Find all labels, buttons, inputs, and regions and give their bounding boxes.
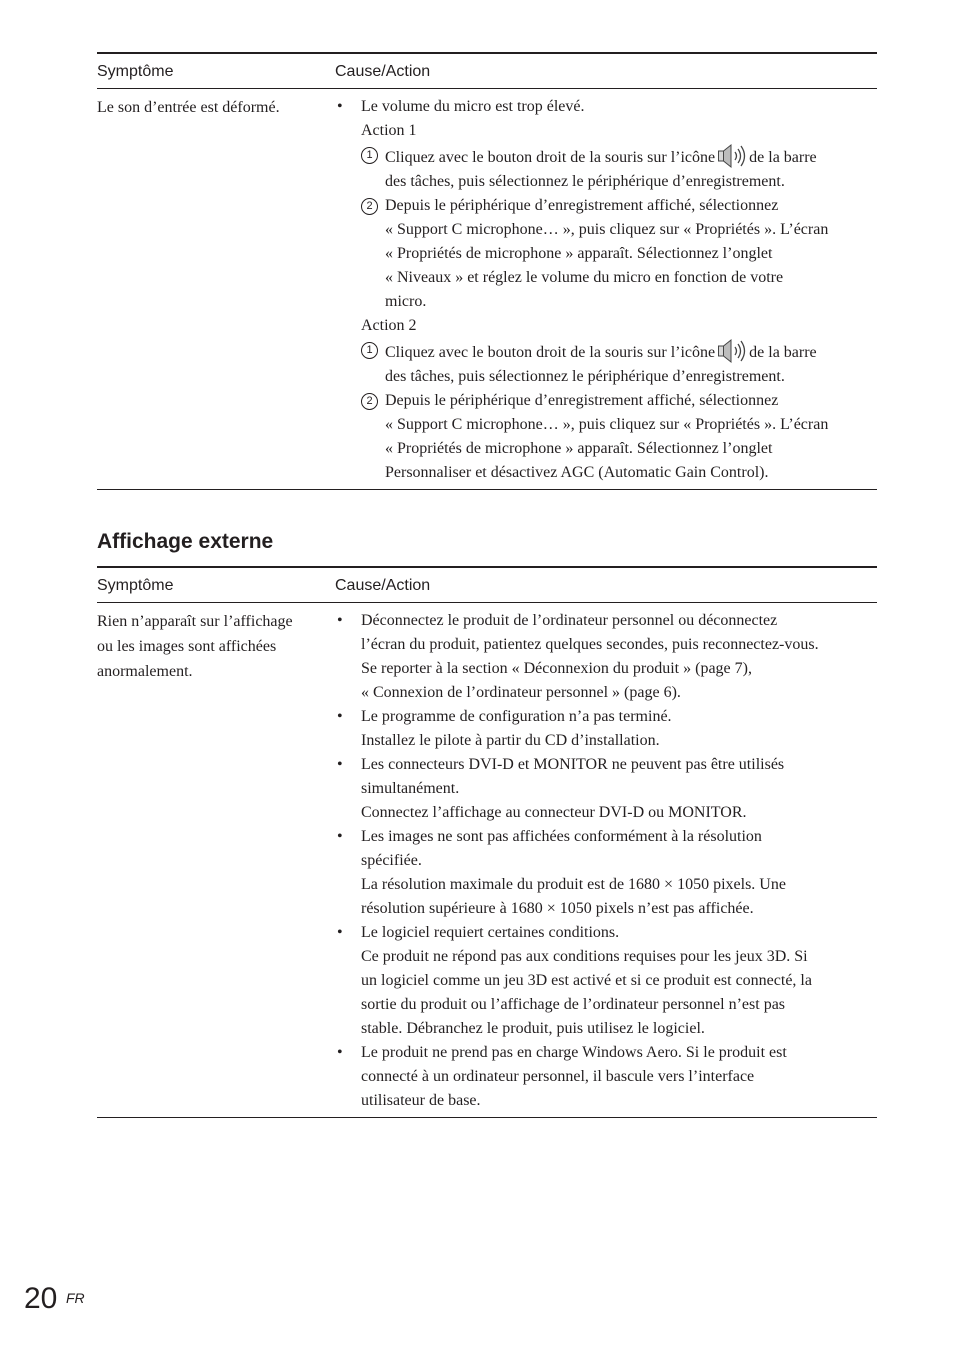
step-line: micro.: [385, 293, 427, 310]
bullet-line: Ce produit ne répond pas aux conditions requises pour les jeux 3D. Si: [361, 948, 808, 965]
symptom-line: Rien n’apparaît sur l’affichage: [97, 613, 293, 630]
step-text: des tâches, puis sélectionnez le périphérique d’enregistrement.: [385, 173, 785, 190]
cause-action: [335, 603, 877, 1117]
troubleshooting-table-display: [97, 566, 877, 1118]
troubleshooting-table-audio: [97, 52, 877, 490]
step-line: « Propriétés de microphone » apparaît. Sélectionnez l’onglet: [385, 440, 773, 457]
step-line: « Niveaux » et réglez le volume du micro en fonction de votre: [385, 269, 784, 286]
step-text: Cliquez avec le bouton droit de la souris sur l’icône: [385, 149, 716, 166]
bullet-line: • Le logiciel requiert certaines conditions.: [361, 924, 620, 941]
step-number: 1: [361, 342, 378, 359]
bullet-line: Installez le pilote à partir du CD d’installation.: [361, 732, 660, 749]
step-line: « Support C microphone… », puis cliquez sur « Propriétés ». L’écran: [385, 416, 829, 433]
step-line: « Support C microphone… », puis cliquez sur « Propriétés ». L’écran: [385, 221, 829, 238]
bullet-line: simultanément.: [361, 780, 460, 797]
bullet-line: • Les images ne sont pas affichées conformément à la résolution: [361, 828, 762, 845]
table-header: [97, 568, 877, 603]
bullet-line: Connectez l’affichage au connecteur DVI-D ou MONITOR.: [361, 804, 747, 821]
bullet-item: [335, 753, 877, 825]
table-row: [97, 89, 877, 490]
symptom-text: [97, 609, 317, 684]
symptom-line: ou les images sont affichées: [97, 638, 277, 655]
bullet-line: La résolution maximale du produit est de 1680 × 1050 pixels. Une: [361, 876, 786, 893]
action2-step-1: [335, 338, 877, 389]
step-line: « Propriétés de microphone » apparaît. Sélectionnez l’onglet: [385, 245, 773, 262]
bullet-item: • Le volume du micro est trop élevé.: [335, 95, 877, 119]
cause-action: [335, 89, 877, 489]
action1-step-1: [335, 143, 877, 194]
symptom-text: Le son d’entrée est déformé.: [97, 99, 280, 116]
step-text: de la barre: [749, 149, 817, 166]
bullet-item: [335, 609, 877, 705]
bullet-line: • Déconnectez le produit de l’ordinateur personnel ou déconnectez: [361, 612, 778, 629]
page-language: FR: [66, 1290, 85, 1306]
step-number: 2: [361, 393, 378, 410]
bullet-line: stable. Débranchez le produit, puis utilisez le logiciel.: [361, 1020, 705, 1037]
header-symptom: Symptôme: [97, 577, 174, 594]
symptom-line: anormalement.: [97, 663, 193, 680]
bullet-line: sortie du produit ou l’affichage de l’ordinateur personnel n’est pas: [361, 996, 786, 1013]
action1-step-2: [335, 194, 877, 314]
speaker-icon: [717, 338, 747, 364]
bullet-line: • Le produit ne prend pas en charge Windows Aero. Si le produit est: [361, 1044, 787, 1061]
bullet-item: [335, 1041, 877, 1113]
bullet-item: [335, 705, 877, 753]
bullet-line: l’écran du produit, patientez quelques secondes, puis reconnectez-vous.: [361, 636, 819, 653]
bullet-line: utilisateur de base.: [361, 1092, 481, 1109]
bullet-line: Se reporter à la section « Déconnexion du produit » (page 7),: [361, 660, 752, 677]
header-cause: Cause/Action: [335, 63, 431, 80]
page-number: 20: [24, 1282, 58, 1315]
header-symptom: Symptôme: [97, 63, 174, 80]
table-header: [97, 54, 877, 89]
bullet-line: résolution supérieure à 1680 × 1050 pixels n’est pas affichée.: [361, 900, 754, 917]
step-text: de la barre: [749, 344, 817, 361]
step-line: Personnaliser et désactivez AGC (Automatic Gain Control).: [385, 464, 769, 481]
step-text: des tâches, puis sélectionnez le périphérique d’enregistrement.: [385, 368, 785, 385]
section-title: Affichage externe: [97, 530, 274, 553]
bullet-item: [335, 921, 877, 1041]
action2-step-2: [335, 389, 877, 485]
speaker-icon: [717, 143, 747, 169]
bullet-line: spécifiée.: [361, 852, 422, 869]
action-label: Action 2: [361, 317, 417, 334]
header-cause: Cause/Action: [335, 577, 431, 594]
step-line: Depuis le périphérique d’enregistrement affiché, sélectionnez: [385, 392, 779, 409]
step-text: Cliquez avec le bouton droit de la souris sur l’icône: [385, 344, 716, 361]
table-row: [97, 603, 877, 1118]
bullet-line: un logiciel comme un jeu 3D est activé et si ce produit est connecté, la: [361, 972, 812, 989]
bullet-item: [335, 825, 877, 921]
step-number: 2: [361, 198, 378, 215]
step-line: Depuis le périphérique d’enregistrement affiché, sélectionnez: [385, 197, 779, 214]
bullet-line: « Connexion de l’ordinateur personnel » (page 6).: [361, 684, 681, 701]
bullet-line: connecté à un ordinateur personnel, il bascule vers l’interface: [361, 1068, 755, 1085]
bullet-line: • Le programme de configuration n’a pas terminé.: [361, 708, 672, 725]
action-label: Action 1: [361, 122, 417, 139]
bullet-line: • Les connecteurs DVI-D et MONITOR ne peuvent pas être utilisés: [361, 756, 785, 773]
step-number: 1: [361, 147, 378, 164]
